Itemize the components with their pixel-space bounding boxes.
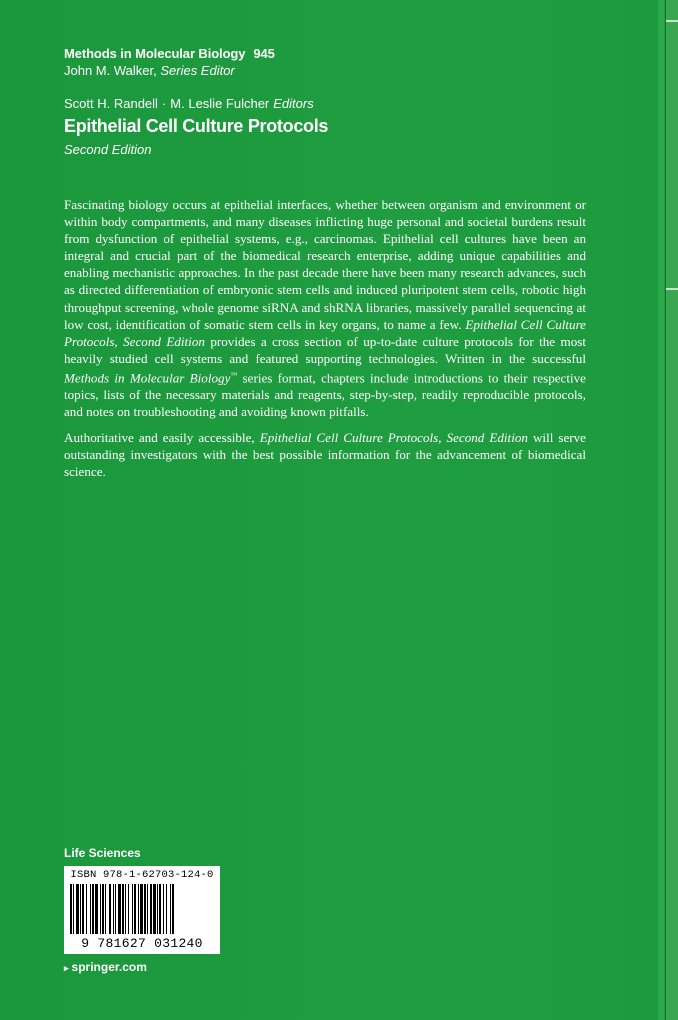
desc-p2-a: Authoritative and easily accessible, — [64, 429, 255, 445]
desc-p2-c: will serve outstanding investigators with the best possible information for the advancement of biomedical science. — [64, 429, 586, 479]
series-editor — [64, 62, 275, 80]
book-title: Epithelial Cell Culture Protocols — [64, 116, 329, 136]
desc-p2-italic-title: Epithelial Cell Culture Protocols, Second Edition — [259, 429, 528, 445]
series-volume: 945 — [253, 46, 275, 61]
series-name: Methods in Molecular Biology — [64, 46, 246, 61]
series-editor-name: John M. Walker, — [64, 63, 157, 78]
description-paragraph-1 — [64, 196, 586, 421]
desc-p1-italic-title: Epithelial Cell Culture Protocols, Second Edition — [64, 316, 586, 349]
editors-role: Editors — [273, 96, 314, 111]
desc-p1-a: Fascinating biology occurs at epithelial interfaces, whether between organism and environment or within body compartments, and many diseases inflicting huge personal and societal burdens result from dysfunction of epithelial systems, e.g., carcinomas. Epithelial cell cultures have been an integral and crucial part of the biomedical research enterprise, adding unique capabilities and enabling mechanistic approaches. In the past decade there have been many research advances, such as directed differentiation of embryonic stem cells and induced pluripotent stem cells, robotic high throughput screening, whole genome siRNA and shRNA libraries, massively parallel sequencing at low cost, identification of somatic stem cells in key organs, to name a few. — [64, 197, 586, 332]
book-edition: Second Edition — [64, 142, 152, 157]
arrow-icon: ▸ — [64, 963, 69, 973]
barcode-bars — [70, 884, 214, 934]
series-header — [64, 46, 275, 80]
book-editors — [64, 96, 314, 111]
editor-first: Scott H. Randell — [64, 96, 158, 111]
desc-p1-italic-series: Methods in Molecular Biology — [64, 370, 231, 386]
description-paragraph-2 — [64, 429, 586, 480]
desc-p1-e: series format, chapters include introductions to their respective topics, lists of the necessary materials and reagents, step-by-step, readily reproducible protocols, and notes on troubleshooting and avoiding known pitfalls. — [64, 370, 586, 420]
editor-second: M. Leslie Fulcher — [170, 96, 270, 111]
barcode-digits: 9 781627 031240 — [81, 936, 203, 951]
isbn-label: ISBN 978-1-62703-124-0 — [70, 869, 214, 881]
book-description — [64, 196, 586, 488]
trademark-symbol: ™ — [230, 370, 238, 379]
subject-category: Life Sciences — [64, 846, 141, 860]
publisher-link-text: springer.com — [71, 960, 147, 974]
series-title — [64, 46, 275, 62]
isbn-barcode — [64, 866, 220, 954]
desc-p1-c: provides a cross section of up-to-date culture protocols for the most heavily studied cell systems and featured supporting technologies. Written in the successful — [64, 333, 586, 366]
publisher-link[interactable] — [64, 960, 147, 974]
series-editor-role: Series Editor — [160, 63, 235, 78]
editor-separator: · — [161, 96, 167, 111]
